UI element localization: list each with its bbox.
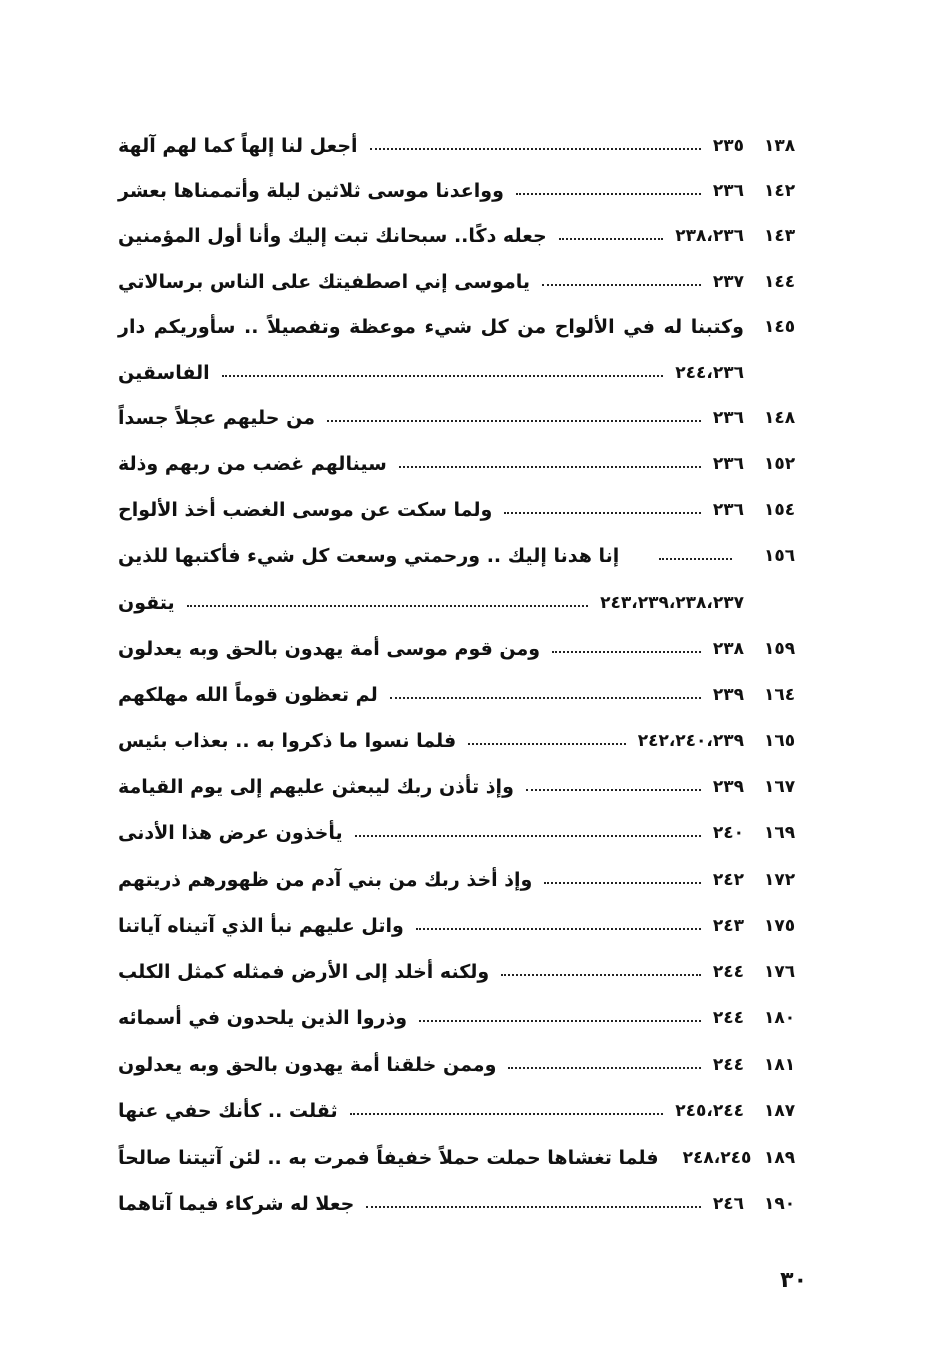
page-refs: ٢٣٦ (712, 408, 744, 428)
index-entry (118, 490, 744, 530)
verse-number: ١٦٤ (764, 685, 796, 705)
verse-number: ١٦٩ (764, 823, 796, 843)
index-row (0, 860, 939, 900)
leader-dots (187, 605, 588, 607)
verse-number: ١٤٢ (764, 181, 796, 201)
leader-dots (501, 974, 701, 976)
index-entry (118, 171, 744, 211)
verse-number: ١٨٠ (764, 1008, 796, 1028)
verse-text: جعله دكًا.. سبحانك تبت إليك وأنا أول المؤمنين (118, 225, 547, 247)
verse-number: ١٨١ (764, 1055, 796, 1075)
index-entry (118, 216, 744, 256)
index-row (0, 536, 939, 576)
leader-dots (350, 1113, 664, 1115)
leader-dots (504, 512, 701, 514)
verse-text: وإذ تأذن ربك ليبعثن عليهم إلى يوم القيامة (118, 776, 514, 798)
page-number: ٣٠ (780, 1268, 807, 1293)
page-refs: ٢٣٧ (712, 272, 744, 292)
index-row (0, 490, 939, 530)
index-entry (118, 721, 744, 761)
index-entry (118, 536, 744, 576)
leader-dots (390, 697, 701, 699)
verse-number: ١٦٧ (764, 777, 796, 797)
leader-dots (355, 835, 701, 837)
page-refs: ٢٣٨ (712, 639, 744, 659)
verse-text: إنا هدنا إليك .. ورحمتي وسعت كل شيء فأكتبها للذين (118, 545, 620, 567)
verse-text: من حليهم عجلاً جسداً (118, 407, 315, 429)
leader-dots (399, 466, 701, 468)
verse-text: وممن خلقنا أمة يهدون بالحق وبه يعدلون (118, 1054, 497, 1076)
page-refs: ٢٤٣ (712, 916, 744, 936)
verse-text-continued: الفاسقين (118, 362, 210, 384)
index-row (0, 171, 939, 211)
index-entry (118, 1091, 744, 1131)
index-entry (118, 998, 744, 1038)
verse-number: ١٤٣ (764, 226, 796, 246)
index-row (0, 721, 939, 761)
verse-text: واتل عليهم نبأ الذي آتيناه آياتنا (118, 915, 404, 937)
index-entry (118, 262, 744, 302)
leader-dots (419, 1020, 701, 1022)
verse-number: ١٥٢ (764, 454, 796, 474)
index-entry (118, 583, 744, 623)
index-row (0, 398, 939, 438)
verse-number: ١٣٨ (764, 136, 796, 156)
verse-text: ولما سكت عن موسى الغضب أخذ الألواح (118, 499, 493, 521)
index-row-continuation (0, 353, 939, 393)
leader-dots (327, 420, 701, 422)
index-row (0, 444, 939, 484)
index-entry (118, 1045, 744, 1085)
index-entry (118, 444, 744, 484)
verse-number: ١٧٥ (764, 916, 796, 936)
leader-dots (370, 148, 701, 150)
leader-dots (542, 284, 701, 286)
verse-number: ١٨٧ (764, 1101, 796, 1121)
index-entry (118, 629, 744, 669)
index-entry (118, 952, 744, 992)
verse-text-continued: يتقون (118, 592, 175, 614)
verse-text: فلما تغشاها حملت حملاً خفيفاً فمرت به .. لئن آتيتنا صالحاً (118, 1147, 659, 1169)
verse-text: يأخذون عرض هذا الأدنى (118, 822, 343, 844)
page-refs: ٢٣٨،٢٣٦ (675, 226, 744, 246)
index-row (0, 767, 939, 807)
leader-dots (559, 238, 664, 240)
index-row (0, 813, 939, 853)
verse-text: وذروا الذين يلحدون في أسمائه (118, 1007, 408, 1029)
leader-dots (508, 1067, 700, 1069)
leader-dots (222, 375, 664, 377)
verse-text: ياموسى إني اصطفيتك على الناس برسالاتي (118, 271, 531, 293)
index-row (0, 216, 939, 256)
index-row (0, 262, 939, 302)
verse-text: ثقلت .. كأنك حفي عنها (118, 1100, 338, 1122)
index-row (0, 675, 939, 715)
verse-text: جعلا له شركاء فيما آتاهما (118, 1193, 355, 1215)
page-refs: ٢٣٦ (712, 500, 744, 520)
index-entry (118, 675, 744, 715)
verse-text: ومن قوم موسى أمة يهدون بالحق وبه يعدلون (118, 638, 541, 660)
verse-number: ١٤٤ (764, 272, 796, 292)
index-entry (118, 906, 744, 946)
verse-text: ولكنه أخلد إلى الأرض فمثله كمثل الكلب (118, 961, 490, 983)
verse-number: ١٤٥ (764, 317, 796, 337)
leader-dots (468, 743, 626, 745)
index-row (0, 307, 939, 347)
verse-text: فلما نسوا ما ذكروا به .. بعذاب بئيس (118, 730, 457, 752)
index-entry (118, 398, 744, 438)
index-row (0, 906, 939, 946)
index-row (0, 998, 939, 1038)
index-entry (118, 813, 744, 853)
leader-dots (544, 882, 701, 884)
page-refs: ٢٤٤،٢٣٦ (675, 363, 744, 383)
index-entry (118, 1184, 744, 1224)
verse-text: وواعدنا موسى ثلاثين ليلة وأتممناها بعشر (118, 180, 504, 202)
index-row (0, 126, 939, 166)
page-refs: ٢٤٣،٢٣٩،٢٣٨،٢٣٧ (600, 593, 744, 613)
page-refs: ٢٤٥،٢٤٤ (675, 1101, 744, 1121)
leader-dots (552, 651, 701, 653)
verse-number: ١٦٥ (764, 731, 796, 751)
verse-text: سينالهم غضب من ربهم وذلة (118, 453, 387, 475)
page-refs: ٢٣٦ (712, 454, 744, 474)
verse-number: ١٤٨ (764, 408, 796, 428)
page-refs: ٢٤٢ (712, 870, 744, 890)
verse-number: ١٧٢ (764, 870, 796, 890)
verse-number: ١٩٠ (764, 1194, 796, 1214)
leader-dots (516, 193, 701, 195)
index-entry (118, 353, 744, 393)
page-refs: ٢٤٨،٢٤٥ (682, 1148, 752, 1168)
index-entry (118, 767, 744, 807)
page-refs: ٢٤٠ (712, 823, 744, 843)
verse-text: وإذ أخذ ربك من بني آدم من ظهورهم ذريتهم (118, 869, 533, 891)
verse-number: ١٥٦ (764, 546, 796, 566)
verse-number: ١٥٩ (764, 639, 796, 659)
index-row (0, 952, 939, 992)
index-entry (118, 1138, 752, 1178)
index-row (0, 1138, 939, 1178)
verse-number: ١٨٩ (764, 1148, 796, 1168)
index-row (0, 629, 939, 669)
verse-text: أجعل لنا إلهاً كما لهم آلهة (118, 135, 358, 157)
index-row-continuation (0, 583, 939, 623)
leader-dots (416, 928, 701, 930)
index-row (0, 1091, 939, 1131)
leader-dots (366, 1206, 701, 1208)
verse-number: ١٥٤ (764, 500, 796, 520)
page-refs: ٢٤٦ (712, 1194, 744, 1214)
page-refs: ٢٣٥ (712, 136, 744, 156)
index-row (0, 1045, 939, 1085)
verse-text: لم تعظون قوماً الله مهلكهم (118, 684, 378, 706)
leader-dots (526, 789, 701, 791)
verse-text: وكتبنا له في الألواح من كل شيء موعظة وتفصيلاً .. سأوريكم دار (118, 316, 744, 338)
page-refs: ٢٤٢،٢٤٠،٢٣٩ (637, 731, 744, 751)
index-entry (118, 860, 744, 900)
page-refs: ٢٣٩ (712, 685, 744, 705)
page-refs: ٢٣٦ (712, 181, 744, 201)
page-refs: ٢٣٩ (712, 777, 744, 797)
page-refs: ٢٤٤ (712, 1055, 744, 1075)
index-row (0, 1184, 939, 1224)
leader-dots (659, 558, 732, 560)
page-refs: ٢٤٤ (712, 1008, 744, 1028)
index-entry (118, 126, 744, 166)
page-refs: ٢٤٤ (712, 962, 744, 982)
verse-number: ١٧٦ (764, 962, 796, 982)
